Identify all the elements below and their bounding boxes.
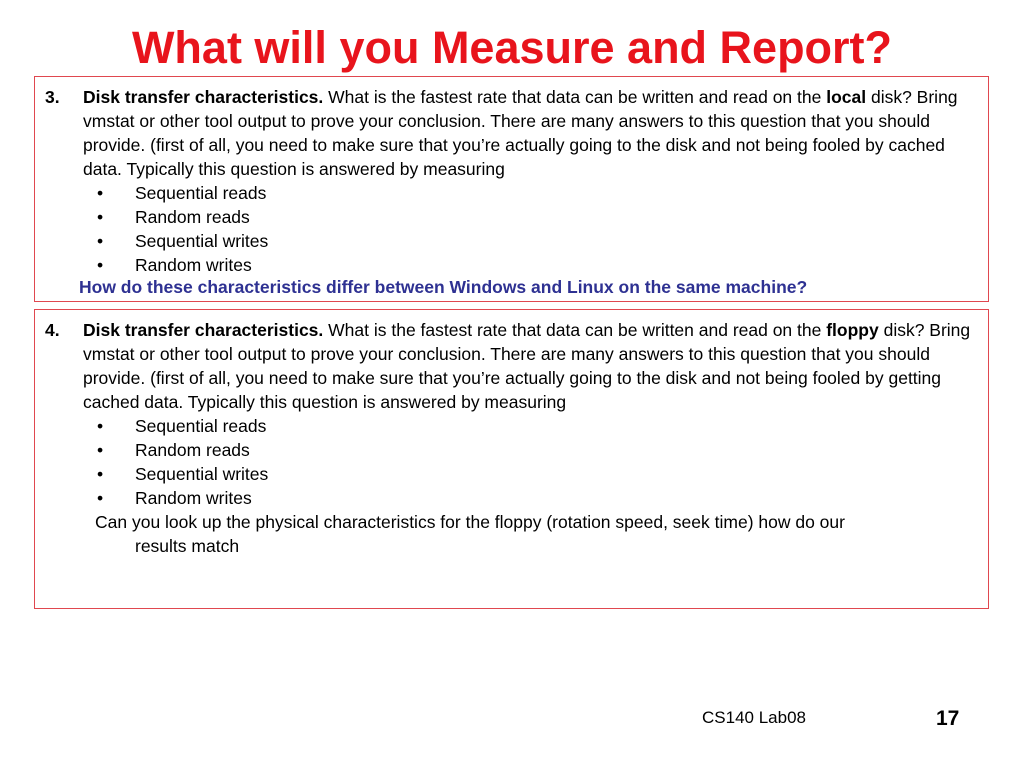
bullet-text: Random writes [135,488,252,508]
bullet-icon: • [97,440,104,460]
item-4-box [34,309,989,609]
item-4-text-a: What is the fastest rate that data can be written and read on the [323,320,827,340]
page-number: 17 [936,707,960,730]
bullet-text: Random writes [135,255,252,275]
bullet-icon: • [97,231,104,251]
item-4-description [83,318,974,414]
bullet-item [83,438,974,462]
footer-label: CS140 Lab08 [702,708,806,727]
bullet-icon: • [97,183,104,203]
bullet-icon: • [97,488,104,508]
bullet-text: Sequential reads [135,183,267,203]
item-4-bullet-list [83,414,974,510]
item-3-description [83,85,974,181]
bullet-item [83,486,974,510]
bullet-item [83,205,974,229]
item-3-text-b: disk? Bring vmstat or other tool output to prove your conclusion. There are many answers to this question that you should provide. (first of all, you need to make sure that you’re actually going to the disk and not being fooled by cached data. Typically this question is answered by measuring [83,87,958,179]
item-4-emphasis: floppy [826,320,879,340]
bullet-item [83,229,974,253]
item-3-emphasis: local [826,87,867,107]
item-3-question: How do these characteristics differ between Windows and Linux on the same machine? [79,277,808,297]
bullet-text: Random reads [135,440,250,460]
item-3-number: 3. [45,87,60,107]
bullet-text: Sequential writes [135,464,269,484]
item-4-note-line-1: Can you look up the physical characteristics for the floppy (rotation speed, seek time) how do our [95,512,845,532]
item-4-heading: Disk transfer characteristics. [83,320,324,340]
item-3-bullet-list [83,181,974,277]
bullet-icon: • [97,416,104,436]
bullet-text: Sequential writes [135,231,269,251]
item-4-number: 4. [45,320,60,340]
bullet-icon: • [97,255,104,275]
bullet-text: Sequential reads [135,416,267,436]
bullet-item [83,253,974,277]
bullet-text: Random reads [135,207,250,227]
item-4-paragraph [83,318,974,558]
item-4-text-b: disk? Bring vmstat or other tool output to prove your conclusion. There are many answers to this question that you should provide. (first of all, you need to make sure that you’re actually going to the disk and not being fooled by getting cached data. Typically this question is answered by measuring [83,320,971,412]
bullet-icon: • [97,464,104,484]
item-3-text-a: What is the fastest rate that data can be written and read on the [323,87,827,107]
bullet-item [83,414,974,438]
bullet-item [83,181,974,205]
item-4-note [83,510,974,558]
slide-title: What will you Measure and Report? [131,22,893,73]
item-3-paragraph [83,85,974,277]
item-4-note-line-2: results match [135,536,240,556]
item-3-heading: Disk transfer characteristics. [83,87,324,107]
bullet-item [83,462,974,486]
item-3-box [34,76,989,302]
bullet-icon: • [97,207,104,227]
